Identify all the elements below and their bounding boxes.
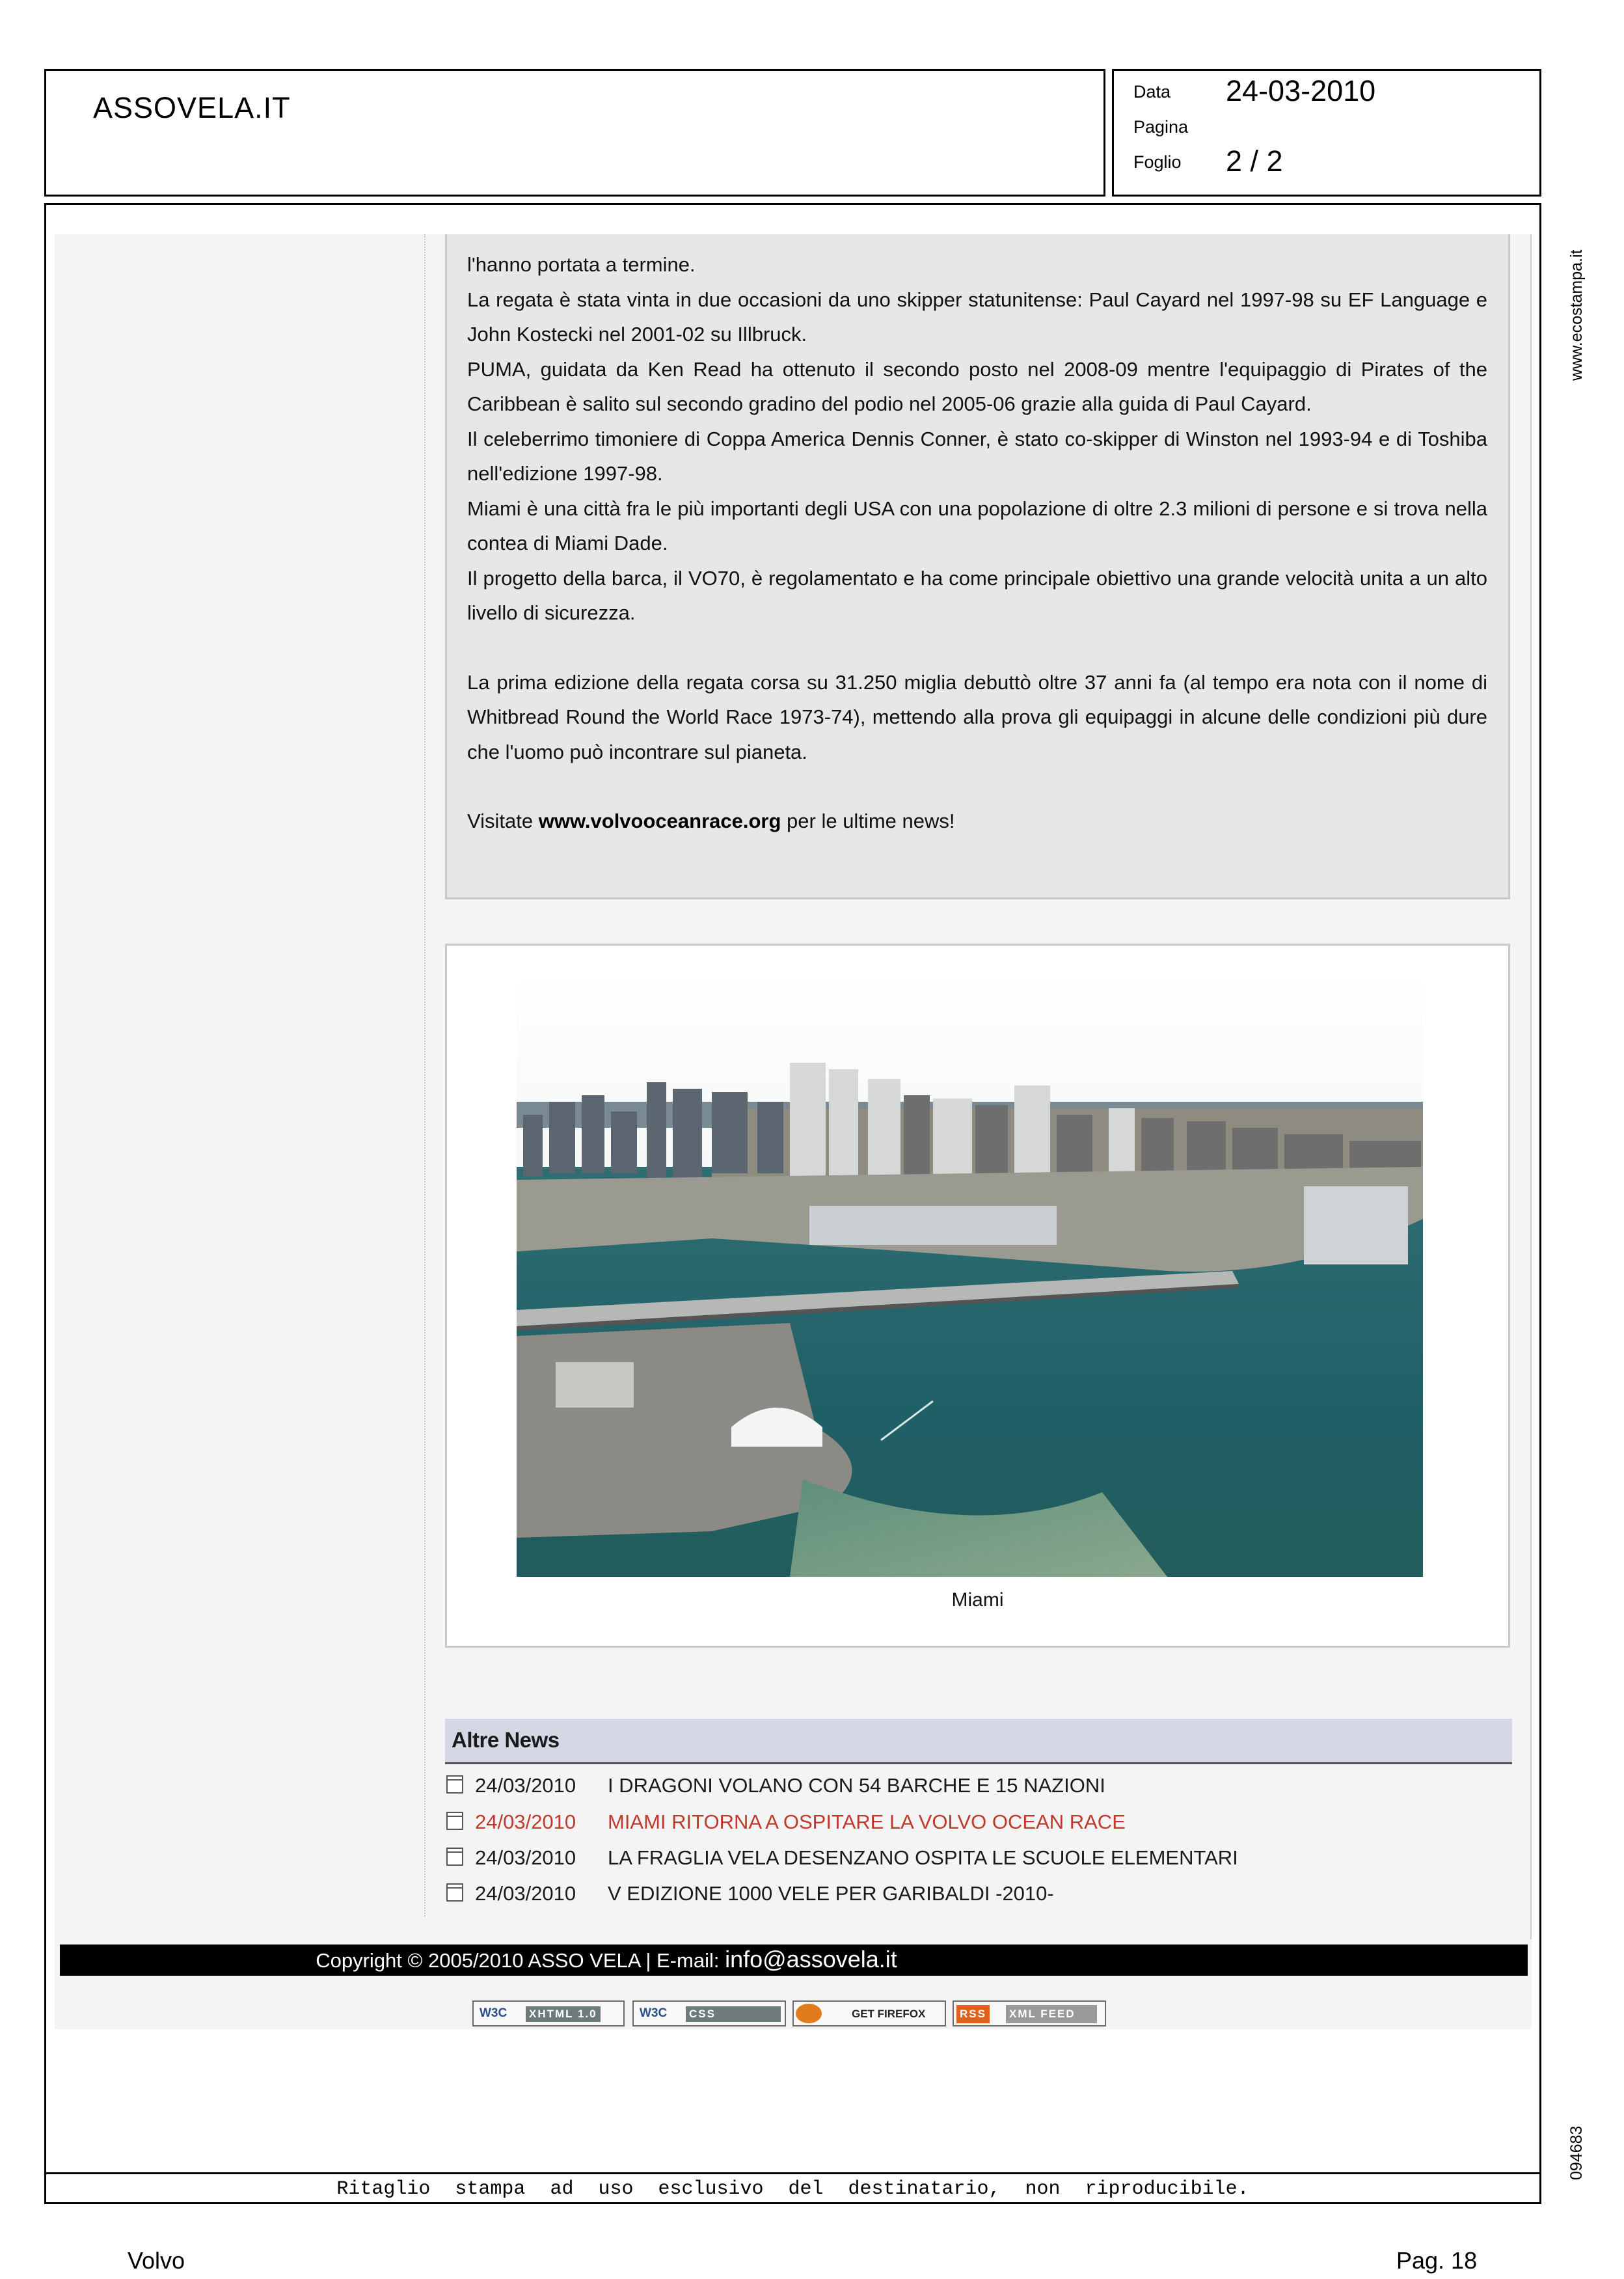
calendar-icon [446, 1848, 463, 1866]
document-code-vertical: 094683 [1567, 2125, 1586, 2180]
visit-line: Visitate www.volvooceanrace.org per le ultime news! [467, 810, 955, 832]
column-divider [424, 234, 426, 1917]
article-paragraph: Miami è una città fra le più importanti degli USA con una popolazione di oltre 2.3 milioni di persone e si trova nella contea di Miami Dade. [467, 497, 1487, 554]
article-paragraph: PUMA, guidata da Ken Read ha ottenuto il secondo posto nel 2008-09 mentre l'equipaggio di Pirates of the Caribbean è salito sul secondo gradino del podio nel 2005-06 grazie alla guida di Paul Cayard. [467, 357, 1487, 415]
miami-aerial-photo [517, 972, 1423, 1577]
disclaimer-text: Ritaglio stampa ad uso esclusivo del destinatario, non riproducibile. [336, 2178, 1249, 2200]
news-title-link[interactable]: MIAMI RITORNA A OSPITARE LA VOLVO OCEAN RACE [608, 1810, 1126, 1833]
page-right-border [1530, 234, 1532, 1939]
w3c-xhtml-badge[interactable]: W3C XHTML 1.0 [472, 2000, 625, 2027]
article-paragraph: l'hanno portata a termine. [467, 253, 696, 276]
footer-topic: Volvo [128, 2247, 185, 2274]
news-title-link[interactable]: V EDIZIONE 1000 VELE PER GARIBALDI -2010- [608, 1882, 1054, 1905]
article-body [467, 247, 1487, 839]
news-date: 24/03/2010 [475, 1774, 576, 1797]
news-section-title: Altre News [452, 1728, 560, 1752]
footer-page-number: Pag. 18 [1396, 2247, 1478, 2274]
site-footer-text: Copyright © 2005/2010 ASSO VELA | E-mail: info@assovela.it [316, 1946, 897, 1972]
photo-caption: Miami [951, 1589, 1004, 1611]
foglio-value: 2 / 2 [1226, 144, 1283, 178]
volvooceanrace-link[interactable]: www.volvooceanrace.org [538, 810, 781, 832]
article-paragraph: Il celeberrimo timoniere di Coppa America Dennis Conner, è stato co-skipper di Winston nel 1993-94 e di Toshiba nell'edizione 1997-98. [467, 427, 1487, 485]
news-date: 24/03/2010 [475, 1846, 576, 1869]
data-value: 24-03-2010 [1226, 74, 1376, 107]
news-header-bar [445, 1719, 1512, 1764]
firefox-icon [796, 2004, 822, 2023]
news-title-link[interactable]: I DRAGONI VOLANO CON 54 BARCHE E 15 NAZIONI [608, 1774, 1105, 1797]
get-firefox-badge[interactable]: GET FIREFOX [792, 2000, 946, 2027]
news-date: 24/03/2010 [475, 1882, 576, 1905]
calendar-icon [446, 1812, 463, 1830]
article-paragraph: Il progetto della barca, il VO70, è regolamentato e ha come principale obiettivo una grande velocità unita a un alto livello di sicurezza. [467, 566, 1487, 624]
calendar-icon [446, 1775, 463, 1794]
disclaimer-divider [44, 2172, 1541, 2174]
header-publication-box [44, 69, 1105, 197]
news-title-link[interactable]: LA FRAGLIA VELA DESENZANO OSPITA LE SCUOLE ELEMENTARI [608, 1846, 1238, 1869]
rss-feed-badge[interactable]: RSS XML FEED [953, 2000, 1106, 2027]
foglio-label: Foglio [1133, 152, 1182, 172]
publication-title: ASSOVELA.IT [93, 91, 291, 124]
source-url-vertical: www.ecostampa.it [1567, 249, 1586, 381]
email-link[interactable]: info@assovela.it [725, 1946, 897, 1972]
calendar-icon [446, 1883, 463, 1902]
article-paragraph: La regata è stata vinta in due occasioni da uno skipper statunitense: Paul Cayard nel 1997-98 su EF Language e John Kostecki nel 2001-02 su Illbruck. [467, 288, 1487, 346]
pagina-label: Pagina [1133, 117, 1189, 137]
w3c-css-badge[interactable]: W3C CSS [632, 2000, 786, 2027]
article-paragraph: La prima edizione della regata corsa su 31.250 miglia debuttò oltre 37 anni fa (al tempo era nota con il nome di Whitbread Round the World Race 1973-74), mettendo alla prova gli equipaggi in alcune delle condizioni più dure che l'uomo può incontrare sul pianeta. [467, 670, 1487, 763]
news-date: 24/03/2010 [475, 1810, 576, 1833]
data-label: Data [1133, 82, 1171, 102]
